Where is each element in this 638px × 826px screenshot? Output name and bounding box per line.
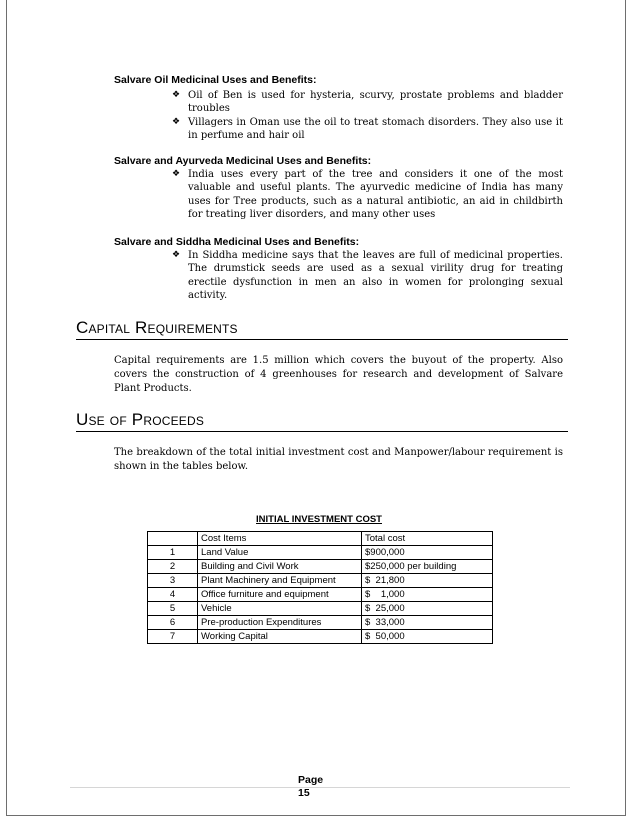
table-row	[148, 588, 493, 602]
table-row	[148, 630, 493, 644]
bullet-list-ayurveda	[172, 168, 563, 222]
total-cost: $ 25,000	[362, 602, 493, 616]
diamond-bullet-icon: ❖	[172, 250, 181, 260]
row-number: 2	[148, 560, 198, 574]
heading-use-of-proceeds: Use of Proceeds	[76, 410, 205, 429]
heading-underline	[76, 431, 568, 432]
total-cost: $250,000 per building	[362, 560, 493, 574]
heading-underline	[76, 339, 568, 340]
list-item: ❖ Oil of Ben is used for hysteria, scurvy, prostate problems and bladder troubles	[172, 90, 563, 115]
page-label: Page	[298, 774, 324, 786]
use-of-proceeds-text: The breakdown of the total initial investment cost and Manpower/labour requirement is shown in the tables below.	[114, 447, 563, 472]
cost-item: Working Capital	[198, 630, 362, 644]
header-cell: Total cost	[362, 532, 493, 546]
header-cell: Cost Items	[198, 532, 362, 546]
header-cell	[148, 532, 198, 546]
total-cost: $900,000	[362, 546, 493, 560]
table-row	[148, 560, 493, 574]
total-cost: $ 33,000	[362, 616, 493, 630]
diamond-bullet-icon: ❖	[172, 116, 181, 127]
row-number: 3	[148, 574, 198, 588]
table-row	[148, 602, 493, 616]
table-header-row	[148, 532, 493, 546]
cost-item: Land Value	[198, 546, 362, 560]
total-cost: $ 21,800	[362, 574, 493, 588]
section-title-siddha: Salvare and Siddha Medicinal Uses and Benefits:	[114, 236, 360, 248]
total-cost: $ 50,000	[362, 630, 493, 644]
page-number	[298, 774, 323, 800]
table-title: INITIAL INVESTMENT COST	[256, 514, 382, 525]
cost-item: Building and Civil Work	[198, 560, 362, 574]
row-number: 5	[148, 602, 198, 616]
section-title-oil: Salvare Oil Medicinal Uses and Benefits:	[114, 74, 317, 86]
table-row	[148, 616, 493, 630]
row-number: 7	[148, 630, 198, 644]
total-cost: $ 1,000	[362, 588, 493, 602]
row-number: 1	[148, 546, 198, 560]
cost-item: Pre-production Expenditures	[198, 616, 362, 630]
row-number: 4	[148, 588, 198, 602]
table-row	[148, 546, 493, 560]
cost-item: Vehicle	[198, 602, 362, 616]
bullet-list-siddha	[172, 249, 563, 303]
page-number-value: 15	[298, 787, 310, 799]
list-item: ❖ Villagers in Oman use the oil to treat stomach disorders. They also use it in perfume and hair oil	[172, 116, 563, 142]
cost-item: Office furniture and equipment	[198, 588, 362, 602]
row-number: 6	[148, 616, 198, 630]
section-title-ayurveda: Salvare and Ayurveda Medicinal Uses and Benefits:	[114, 155, 372, 167]
diamond-bullet-icon: ❖	[172, 169, 181, 179]
diamond-bullet-icon: ❖	[172, 90, 181, 100]
capital-requirements-text: Capital requirements are 1.5 million which covers the buyout of the property. Also covers the construction of 4 greenhouses for research and development of Salvare Plant Products.	[114, 355, 563, 394]
cost-item: Plant Machinery and Equipment	[198, 574, 362, 588]
table-row	[148, 574, 493, 588]
bullet-list-oil	[172, 89, 563, 143]
initial-investment-table	[147, 531, 493, 644]
list-item: ❖ In Siddha medicine says that the leaves are full of medicinal properties. The drumstick seeds are used as a sexual virility drug for treating erectile dysfunction in men an also in women for prolonging sexual activity.	[172, 250, 563, 302]
list-item: ❖ India uses every part of the tree and considers it one of the most valuable and useful plants. The ayurvedic medicine of India has many uses for Tree products, such as a natural antibiotic, an aid in childbirth for treating liver disorders, and many other uses	[172, 169, 563, 221]
heading-capital-requirements: Capital Requirements	[76, 318, 238, 337]
